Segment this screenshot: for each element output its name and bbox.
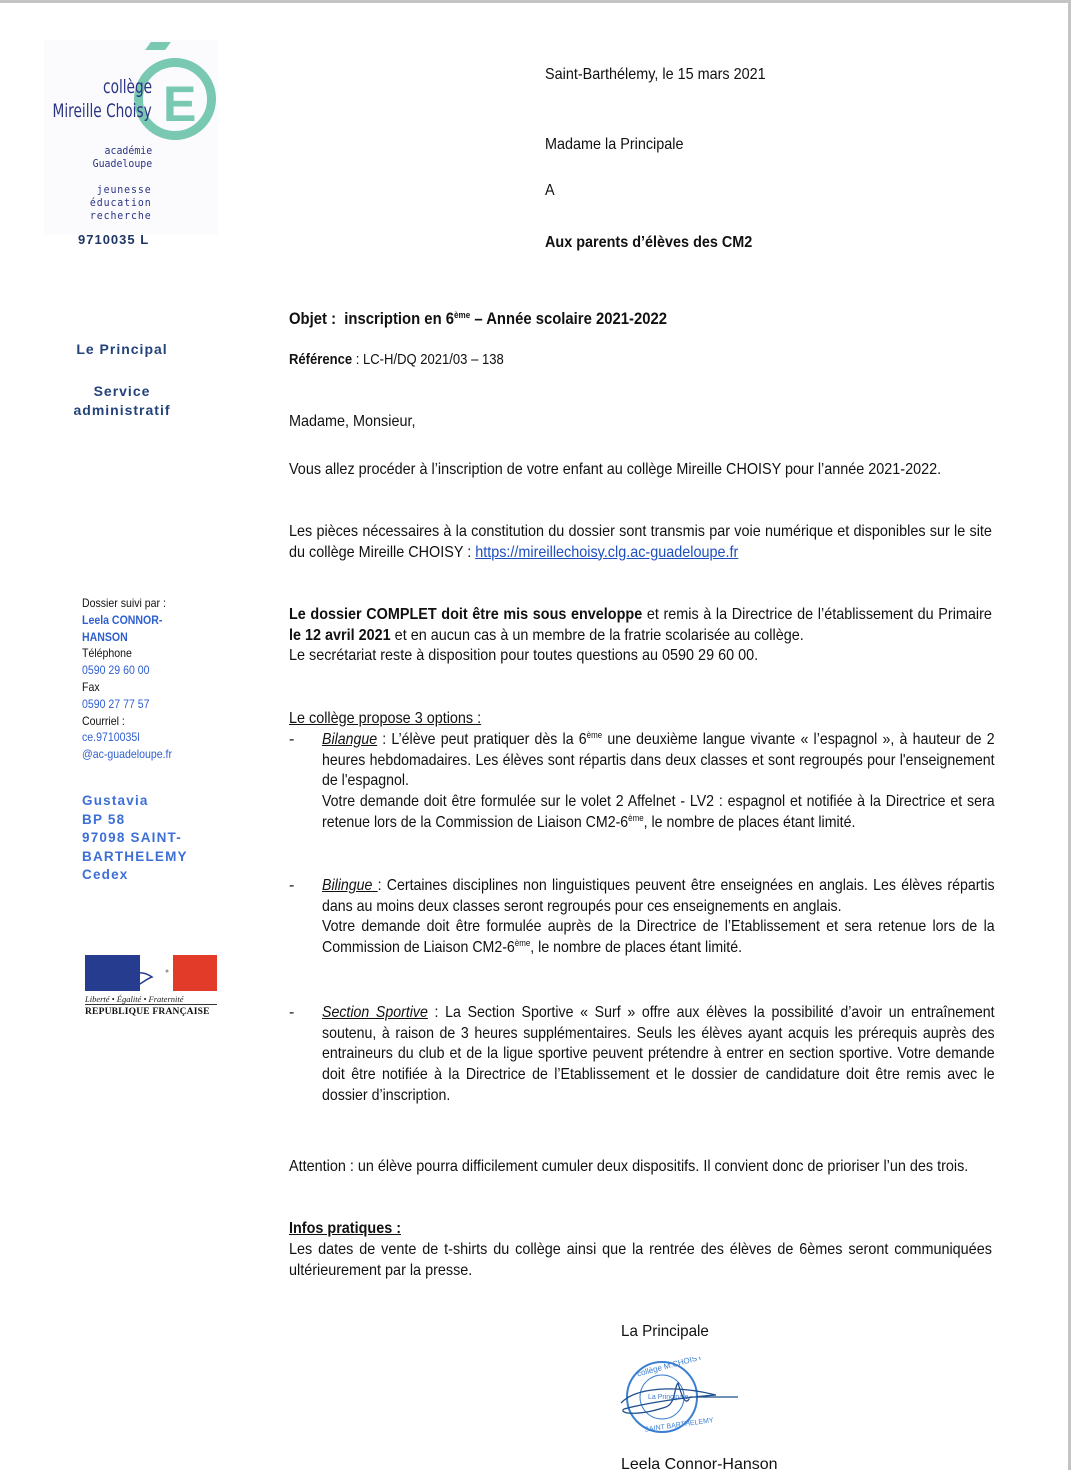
- logo-academy: [92, 144, 152, 170]
- secretariat-line: Le secrétariat reste à disposition pour toutes questions au 0590 29 60 00.: [289, 647, 759, 665]
- address-line2: BP 58: [82, 811, 126, 827]
- option-text: , le nombre de places étant limité.: [530, 939, 743, 957]
- address-line1: Gustavia: [82, 793, 149, 808]
- republic-motto: Liberté • Égalité • Fraternité: [85, 994, 217, 1005]
- contact-block: [82, 595, 172, 763]
- left-principal-label: Le Principal: [76, 341, 168, 357]
- email-label: Courriel :: [82, 713, 125, 728]
- logo-academy-line2: Guadeloupe: [92, 157, 152, 170]
- option-sup: ème: [586, 730, 603, 740]
- reference-line: [289, 350, 992, 371]
- email-value-line2: @ac-guadeloupe.fr: [82, 747, 172, 762]
- sender: Madame la Principale: [545, 136, 684, 153]
- college-website-link[interactable]: https://mireillechoisy.clg.ac-guadeloupe.fr: [475, 543, 739, 561]
- deadline-bold-1: Le dossier COMPLET doit être mis sous enveloppe: [289, 606, 643, 623]
- reference-label: Référence: [289, 352, 353, 368]
- option-sup: ème: [628, 812, 644, 823]
- bullet-dash: -: [289, 1004, 295, 1021]
- service-line1: Service: [93, 383, 151, 399]
- options-heading-text: Le collège propose 3 options :: [289, 710, 482, 727]
- place-and-date: Saint-Barthélemy, le 15 mars 2021: [545, 66, 766, 83]
- paragraph-deadline: [289, 605, 992, 667]
- postal-address: [82, 792, 188, 885]
- bullet-dash: -: [289, 877, 295, 894]
- paragraph-documents: [289, 522, 992, 563]
- svg-text:collège M.CHOISY: collège M.CHOISY: [636, 1357, 704, 1379]
- school-code: 9710035 L: [78, 232, 150, 247]
- subject-text: inscription en 6: [344, 310, 455, 328]
- logo-academy-line1: académie: [104, 144, 152, 157]
- fax-value: 0590 27 77 57: [82, 696, 150, 711]
- infos-heading: [289, 1219, 992, 1240]
- stamp-icon: [616, 1357, 744, 1437]
- option-text: Votre demande doit être formulée sur le volet 2 Affelnet - LV2 : espagnol et notifiée à la Directrice et sera retenue lors de la Commission de Liaison CM2-6: [322, 793, 995, 831]
- option-text: : Certaines disciplines non linguistiques peuvent être enseignées en anglais. Les élèves répartis dans au moins deux classes seront regroupés pour ces enseignements en anglais.: [322, 877, 995, 915]
- logo-e-glyph: E: [163, 76, 197, 132]
- option-sup: ème: [514, 938, 531, 949]
- logo-ministry-line1: jeunesse: [97, 183, 152, 196]
- recipient: Aux parents d’élèves des CM2: [545, 234, 753, 251]
- tricolor-flag-icon: [85, 955, 217, 991]
- reference-value: : LC-H/DQ 2021/03 – 138: [352, 352, 504, 368]
- logo-college-text: collège: [102, 76, 152, 98]
- options-heading: [289, 709, 992, 730]
- option-title: Section Sportive: [322, 1004, 428, 1021]
- option-text: , le nombre de places étant limité.: [643, 813, 856, 831]
- deadline-text-1: et remis à la Directrice de l’établissement du Primaire: [642, 606, 992, 623]
- option-text: une deuxième langue vivante « l’espagnol », à hauteur de 2 heures hebdomadaires. Les élèves sont répartis dans deux classes et sont regroupés pour l'enseignement de l'espagnol.: [322, 731, 995, 790]
- infos-text: Les dates de vente de t-shirts du collège ainsi que la rentrée des élèves de 6èmes seront communiquées ultérieurement par la presse.: [289, 1241, 992, 1279]
- republique-francaise-logo: [85, 955, 217, 1019]
- logo-name-text: Mireille Choisy: [52, 100, 152, 122]
- svg-text:La Principale: La Principale: [648, 1394, 689, 1401]
- left-service-label: [60, 382, 184, 420]
- signatory-name: Leela Connor-Hanson: [621, 1456, 778, 1470]
- logo-ministry-line3: recherche: [90, 209, 152, 222]
- fax-label: Fax: [82, 679, 100, 694]
- svg-text:SAINT BARTHELEMY: SAINT BARTHELEMY: [643, 1417, 715, 1434]
- infos-heading-text: Infos pratiques :: [289, 1220, 402, 1237]
- address-line5: Cedex: [82, 867, 129, 882]
- republic-name: RÉPUBLIQUE FRANÇAISE: [85, 1007, 210, 1017]
- to-prefix: A: [545, 182, 555, 199]
- followed-by-label: Dossier suivi par :: [82, 596, 166, 610]
- deadline-text-2: et en aucun cas à un membre de la fratrie scolarisée au collège.: [390, 626, 804, 644]
- option-text: : La Section Sportive « Surf » offre aux élèves la possibilité d’avoir un entraînement soutenu, à raison de 3 heures supplémentaires. Seuls les élèves ayant acquis les prérequis auprès des entraineurs du club et de la ligue sportive peuvent prétendre à entrer en section sportive. Votre demande doit être notifiée à la Directrice de l’Etablissement et le dossier de candidature doit être remis avec le dossier d’inscription.: [322, 1004, 995, 1104]
- subject-text-post: – Année scolaire 2021-2022: [470, 310, 667, 328]
- salutation: [289, 412, 992, 433]
- option-text: : L’élève peut pratiquer dès la 6: [377, 731, 587, 748]
- logo-ministry-line2: éducation: [90, 196, 152, 209]
- subject-sup: ème: [454, 310, 471, 320]
- followed-by-name-line1: Leela CONNOR-: [82, 612, 163, 627]
- paragraph-documents-text: Les pièces nécessaires à la constitution du dossier sont transmis par voie numérique et disponibles sur le site du collège Mireille CHOISY :: [289, 523, 992, 561]
- paragraph-intro: [289, 460, 992, 481]
- paragraph-intro-text: Vous allez procéder à l’inscription de votre enfant au collège Mireille CHOISY pour l’année 2021-2022.: [289, 461, 942, 478]
- logo-e-circle-icon: [134, 58, 216, 140]
- infos-paragraph: [289, 1240, 992, 1281]
- official-stamp-signature: [616, 1357, 744, 1437]
- followed-by-name-line2: HANSON: [82, 629, 128, 644]
- service-line2: administratif: [73, 402, 171, 418]
- deadline-date: le 12 avril 2021: [289, 626, 391, 644]
- marianne-profile-icon: [140, 955, 173, 991]
- phone-value: 0590 29 60 00: [82, 663, 150, 678]
- bullet-dash: -: [289, 731, 295, 748]
- attention-paragraph: [289, 1157, 992, 1178]
- address-line3: 97098 SAINT-: [82, 830, 182, 845]
- logo-ministry: [90, 183, 152, 222]
- attention-text: Attention : un élève pourra difficilement cumuler deux dispositifs. Il convient donc de prioriser l’un des trois.: [289, 1158, 969, 1175]
- logo-accent-icon: [145, 42, 171, 50]
- window-top-border: [0, 0, 1071, 3]
- college-logo: [44, 40, 218, 247]
- email-value-line1: ce.9710035l: [82, 730, 140, 745]
- subject-line: [289, 309, 992, 330]
- subject-label: Objet :: [289, 310, 337, 328]
- address-line4: BARTHELEMY: [82, 848, 188, 864]
- signature-title: La Principale: [621, 1323, 709, 1340]
- option-title: Bilingue: [322, 877, 378, 894]
- option-text: Votre demande doit être formulée auprès de la Directrice de l’Etablissement et sera retenue lors de la Commission de Liaison CM2-6: [322, 918, 995, 957]
- salutation-text: Madame, Monsieur,: [289, 413, 416, 430]
- phone-label: Téléphone: [82, 646, 132, 661]
- option-title: Bilangue: [322, 731, 378, 748]
